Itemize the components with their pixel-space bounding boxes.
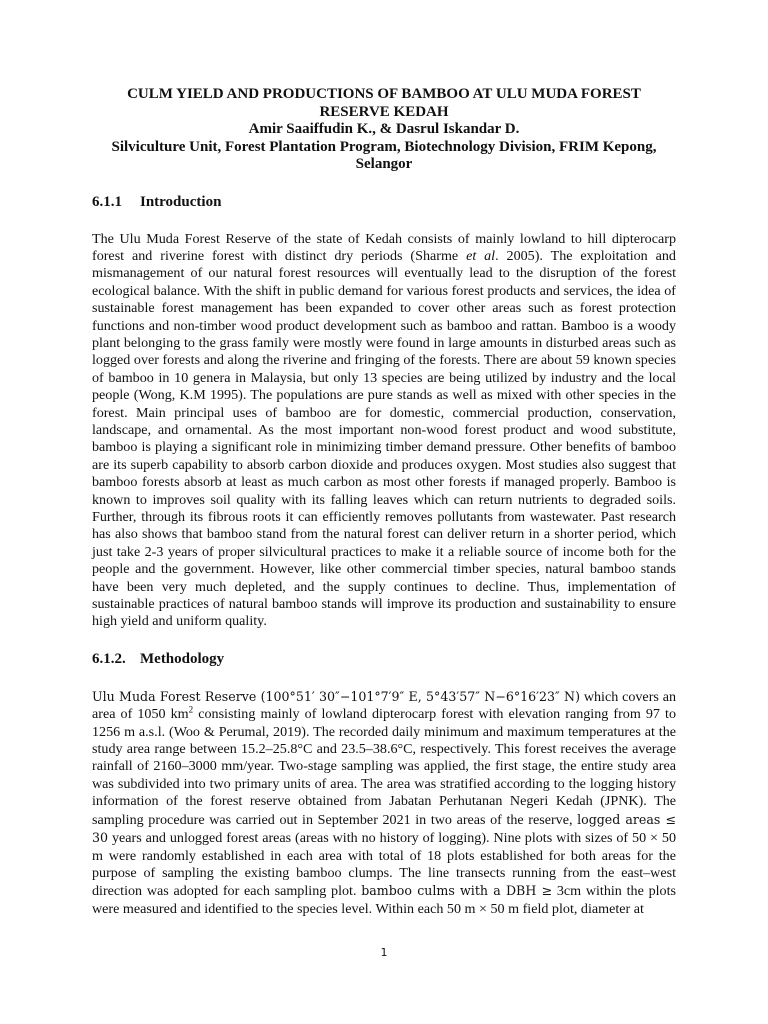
section-heading-methodology xyxy=(92,650,676,668)
section-heading-introduction xyxy=(92,193,676,211)
section-title: Methodology xyxy=(140,650,225,667)
paper-affiliation-line-1: Silviculture Unit, Forest Plantation Program, Biotechnology Division, FRIM Kepong, xyxy=(111,138,657,155)
introduction-paragraph xyxy=(92,231,676,631)
method-text-part-a: which covers an area of 1050 km xyxy=(92,688,676,723)
logged-areas-text: logged areas ≤ 30 xyxy=(92,811,676,846)
study-site-coordinates: Ulu Muda Forest Reserve (100°51′ 30″−101°7′9″ E, 5°43′57″ N−6°16′23″ N) xyxy=(92,688,580,704)
section-number: 6.1.2. xyxy=(92,650,126,667)
method-text-part-c: years and unlogged forest areas (areas with no history of logging). Nine plots with sizes of 50 × 50 m were randomly established in each area with total of 18 plots established for both areas for the purpose of sampling the existing bamboo clumps. The line transects running from the east–west direction was adopted for each sampling plot. xyxy=(92,830,676,900)
section-title: Introduction xyxy=(140,193,222,210)
method-text-part-d: 3cm within the plots were measured and identified to the species level. Within each 50 m × 50 m field plot, diameter at xyxy=(92,883,676,917)
intro-text-italic: et al xyxy=(466,247,496,264)
superscript-2: 2 xyxy=(188,704,194,715)
title-block xyxy=(92,86,676,174)
paper-authors: Amir Saaiffudin K., & Dasrul Iskandar D. xyxy=(248,121,520,137)
paper-title-line-2: RESERVE KEDAH xyxy=(319,103,449,120)
intro-text-part-2: . 2005). The exploitation and mismanagement of our natural forest resources will eventually lead to the disruption of the forest ecological balance. With the shift in public demand for various forest products and services, the idea of sustainable forest management has been expanded to cover other areas such as forest protection functions and non-timber wood product development such as bamboo and rattan. Bamboo is a woody plant belonging to the grass family were mostly were found in large amounts in disturbed areas such as logged over forests and along the riverine and fringing of the forests. There are about 59 known species of bamboo in 10 genera in Malaysia, but only 13 species are being utilized by industry and the local people (Wong, K.M 1995). The populations are pure stands as well as mixed with other species in the forest. Main principal uses of bamboo are for domestic, commercial production, conservation, landscape, and ornamental. As the most important non-wood forest product and wood substitute, bamboo is playing a significant role in minimizing timber demand pressure. Other benefits of bamboo are its superb capability to absorb carbon dioxide and produces oxygen. Most studies also suggest that bamboo forests absorb at least as much carbon as most other forests if managed properly. Bamboo is known to improves soil quality with its falling leaves which can return nutrients to degraded soils. Further, through its fibrous roots it can efficiently removes pollutants from wastewater. Past research has also shows that bamboo stand from the natural forest can deliver return in a shorter period, which just take 2-3 years of proper silvicultural practices to make it a reliable source of income both for the people and the government. However, like other commercial timber species, natural bamboo stands have been very much depleted, and the supply continues to decline. Thus, implementation of sustainable practices of natural bamboo stands will improve its production and sustainability to ensure high yield and uniform quality. xyxy=(92,247,676,630)
section-number: 6.1.1 xyxy=(92,193,122,210)
document-page xyxy=(92,86,676,918)
methodology-paragraph xyxy=(92,688,676,918)
method-text-part-b: consisting mainly of lowland dipterocarp forest with elevation ranging from 97 to 1256 m a.s.l. (Woo & Perumal, 2019). The recorded daily minimum and maximum temperatures at the study area range between 15.2–25.8°C and 23.5–38.6°C, respectively. This forest receives the average rainfall of 2160–3000 mm/year. Two-stage sampling was applied, the first stage, the entire study area was subdivided into two primary units of area. The area was stratified according to the logging history information of the forest reserve obtained from Jabatan Perhutanan Negeri Kedah (JPNK). The sampling procedure was carried out in September 2021 in two areas of the reserve, xyxy=(92,706,676,828)
intro-text-part-1: The Ulu Muda Forest Reserve of the state of Kedah consists of mainly lowland to hill dipterocarp forest and riverine forest with distinct dry periods (Sharme xyxy=(92,230,676,264)
page-number: 1 xyxy=(380,946,388,959)
paper-title-line-1: CULM YIELD AND PRODUCTIONS OF BAMBOO AT ULU MUDA FOREST xyxy=(127,86,641,102)
dbh-criterion-text: bamboo culms with a DBH ≥ xyxy=(361,883,553,899)
paper-affiliation-line-2: Selangor xyxy=(355,156,413,172)
